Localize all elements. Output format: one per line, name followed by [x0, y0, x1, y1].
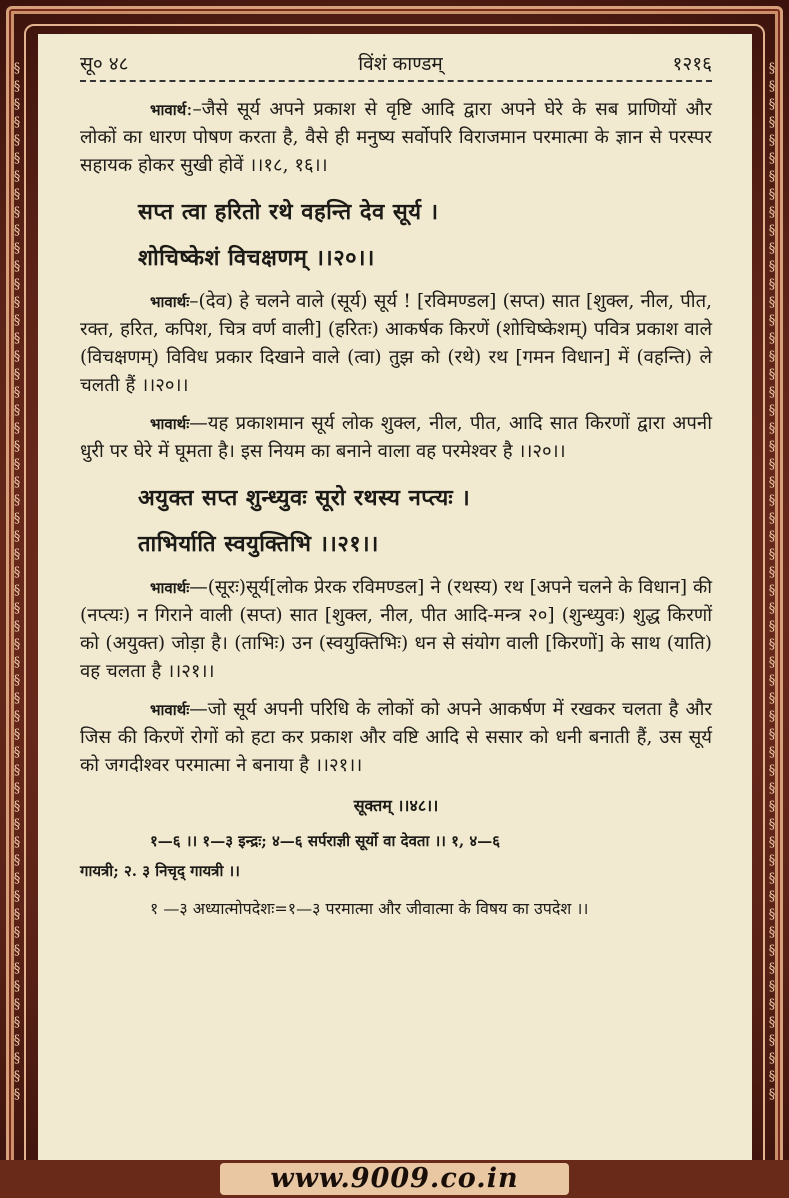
book-page [38, 34, 752, 1162]
sukta-number: सू० ४८ [80, 53, 129, 75]
right-ornament: § § § § § § § § § § § § § § § § § § § § § § § § § § § § § § § § § § § § § § § § § § § § § § § § § § § § § § § § § § [768, 61, 776, 1102]
bhavartha-paragraph-4: भावार्थः—(सूरः)सूर्य[लोक प्रेरक रविमण्डल] ने (रथस्य) रथ [अपने चलने के विधान] की (नप्त्यः) न गिराने वाली (सप्त) सात [शुक्ल, नील, पीत आदि-मन्त्र २०] (शुन्ध्युवः) शुद्ध किरणों को (अयुक्त) जोड़ा है। (ताभिः) उन (स्वयुक्तिभिः) धन से संयोग वाली [किरणों] के साथ (याति) वह चलता है ।।२१।। [80, 577, 712, 682]
left-ornament: § § § § § § § § § § § § § § § § § § § § § § § § § § § § § § § § § § § § § § § § § § § § § § § § § § § § § § § § § § [13, 61, 21, 1102]
bhavartha-label: भावार्थः [150, 701, 190, 719]
bhavartha-label: भावार्थः [150, 579, 190, 597]
mantra-20-line-2: शोचिष्केशं विचक्षणम् ।।२०।। [138, 245, 375, 271]
bhavartha-label: भावार्थ [150, 101, 187, 119]
bhavartha-paragraph-3: भावार्थः—यह प्रकाशमान सूर्य लोक शुक्ल, नील, पीत, आदि सात किरणों द्वारा अपनी धुरी पर घेरे में घूमता है। इस नियम का बनाने वाला वह परमेश्वर है ।।२०।। [80, 413, 712, 462]
page-header [80, 50, 712, 78]
mantra-21-line-1: अयुक्त सप्त शुन्ध्युवः सूरो रथस्य नप्त्यः । [138, 485, 471, 511]
header-divider [80, 80, 712, 82]
sukta-heading: सूक्तम् ।।४८।। [353, 796, 439, 815]
bhavartha-label: भावार्थः [150, 293, 190, 311]
devata-chhanda-line-1: १—६ ।। १—३ इन्द्रः; ४—६ सर्पराज्ञी सूर्यो वा देवता ।। १, ४—६ [150, 832, 501, 850]
bhavartha-paragraph-5: भावार्थः—जो सूर्य अपनी परिधि के लोकों को अपने आकर्षण में रखकर चलता है और जिस की किरणें रोगों को हटा कर प्रकाश और वष्टि आदि से ससार को धनी बनाती हैं, उस सूर्य को जगदीश्वर परमात्मा ने बनाया है ।।२१।। [80, 699, 712, 776]
kanda-title: विंशं काण्डम् [358, 53, 443, 75]
bhavartha-paragraph-1: भावार्थ:–जैसे सूर्य अपने प्रकाश से वृष्टि आदि द्वारा अपने घेरे के सब प्राणियों और लोकों का धारण पोषण करता है, वैसे ही मनुष्य सर्वोपरि विराजमान परमात्मा के ज्ञान से परस्पर सहायक होकर सुखी होवें ।।१८, १६।। [80, 99, 712, 176]
upadesha-line: १ —३ अध्यात्मोपदेशः=१—३ परमात्मा और जीवात्मा के विषय का उपदेश ।। [150, 899, 589, 918]
bhavartha-label: भावार्थः [150, 415, 190, 433]
website-url: www.9009.co.in [270, 1163, 519, 1194]
bhavartha-paragraph-2: भावार्थः–(देव) हे चलने वाले (सूर्य) सूर्य ! [रविमण्डल] (सप्त) सात [शुक्ल, नील, पीत, रक्त, हरित, कपिश, चित्र वर्ण वाली] (हरितः) आकर्षक किरणें (शोचिष्केशम्) पवित्र प्रकाश वाले (विचक्षणम्) विविध प्रकार दिखाने वाले (त्वा) तुझ को (रथे) रथ [गमन विधान] में (वहन्ति) ले चलती हैं ।।२०।। [80, 291, 712, 396]
mantra-21-line-2: ताभिर्याति स्वयुक्तिभि ।।२१।। [138, 531, 379, 557]
mantra-20-line-1: सप्त त्वा हरितो रथे वहन्ति देव सूर्य । [138, 199, 439, 225]
page-number: १२१६ [672, 53, 712, 75]
devata-chhanda-line-2: गायत्री; २. ३ निचृद् गायत्री ।। [80, 862, 240, 880]
